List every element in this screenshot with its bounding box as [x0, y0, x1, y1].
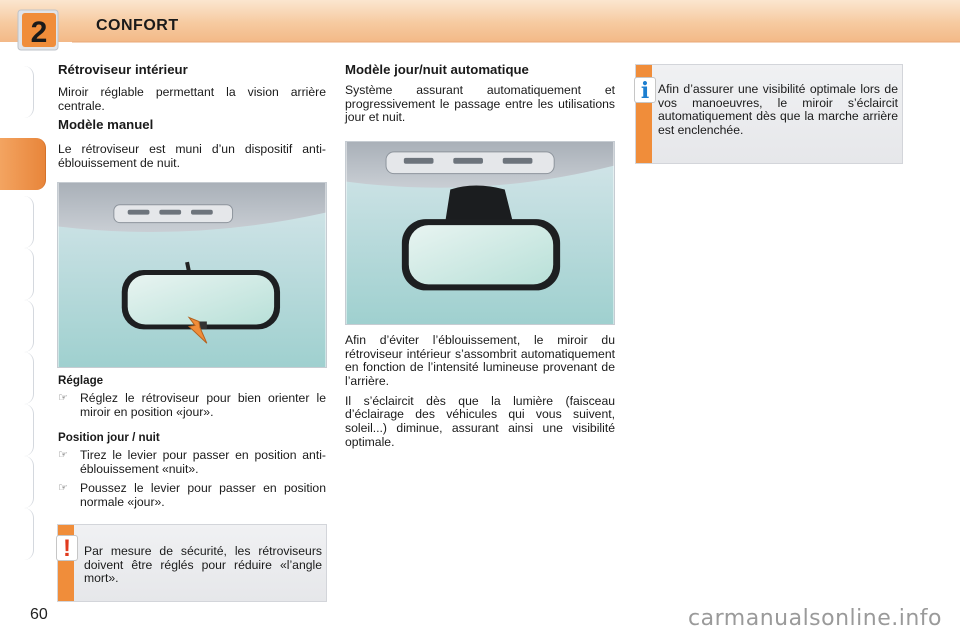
column-left-lower: [58, 374, 326, 510]
reglage-item-text: Réglez le rétroviseur pour bien orienter le miroir en position «jour».: [80, 390, 326, 419]
section-title-interior-mirror: Rétroviseur intérieur: [58, 62, 188, 77]
chapter-tab-2-active[interactable]: [0, 138, 46, 190]
list-item: [58, 392, 326, 419]
page-number: 60: [30, 606, 48, 623]
auto-paragraph-2: Il s’éclaircit dès que la lumière (faisceau d’éclairage des véhicules qui vous suivent, soleil...) diminue, assurant ainsi une visibilité optimale.: [345, 393, 615, 449]
pointing-hand-icon: ☞: [58, 391, 68, 404]
subsection-title-position: Position jour / nuit: [58, 431, 160, 445]
automatic-mirror-illustration: [345, 141, 615, 325]
chapter-tab-9[interactable]: [0, 508, 34, 560]
list-item: [58, 482, 326, 509]
pointing-hand-icon: ☞: [58, 449, 68, 462]
exclamation-icon: !: [56, 535, 78, 561]
watermark: carmanualsonline.info: [688, 606, 942, 631]
position-item-text: Tirez le levier pour passer en position anti-éblouissement «nuit».: [80, 448, 326, 476]
pointing-hand-icon: ☞: [58, 482, 68, 495]
column-middle: [345, 62, 615, 125]
auto-paragraph-1: Afin d’éviter l’éblouissement, le miroir du rétroviseur intérieur s’assombrit automatiquement en fonction de l’intensité lumineuse provenant de l’arrière.: [345, 333, 615, 388]
intro-text: Miroir réglable permettant la vision arrière centrale.: [58, 84, 326, 113]
manual-mirror-illustration: [57, 182, 327, 368]
chapter-title: CONFORT: [96, 17, 179, 34]
chapter-tab-1[interactable]: [0, 66, 34, 118]
info-text: Afin d’assurer une visibilité optimale lors de vos manoeuvres, le miroir s’éclaircit automatiquement dès que la marche arrière est enclenchée.: [658, 82, 898, 137]
warning-box: [57, 524, 327, 602]
page-header: [0, 0, 960, 52]
chapter-tab-5[interactable]: [0, 300, 34, 352]
subsection-title-reglage: Réglage: [58, 374, 104, 387]
chapter-tab-3[interactable]: [0, 196, 34, 248]
column-left: [58, 62, 326, 170]
chapter-tab-4[interactable]: [0, 248, 34, 300]
warning-text: Par mesure de sécurité, les rétroviseurs doivent être réglés pour réduire «l’angle mort».: [84, 544, 322, 586]
section-title-auto-model: Modèle jour/nuit automatique: [345, 62, 529, 77]
chapter-badge-icon: [16, 8, 62, 54]
auto-model-text: Système assurant automatiquement et progressivement le passage entre les utilisations jour et nuit.: [345, 82, 615, 125]
column-middle-lower: [345, 334, 615, 449]
chapter-tab-6[interactable]: [0, 352, 34, 404]
section-title-manual-model: Modèle manuel: [58, 117, 154, 133]
chapter-tabs: [0, 66, 44, 586]
info-box: [635, 64, 903, 164]
info-icon: i: [634, 77, 656, 103]
manual-model-text: Le rétroviseur est muni d’un dispositif anti-éblouissement de nuit.: [58, 142, 326, 170]
position-item-text: Poussez le levier pour passer en position normale «jour».: [80, 481, 326, 510]
chapter-tab-8[interactable]: [0, 456, 34, 508]
chapter-number: 2: [30, 16, 48, 49]
list-item: [58, 449, 326, 476]
chapter-tab-7[interactable]: [0, 404, 34, 456]
